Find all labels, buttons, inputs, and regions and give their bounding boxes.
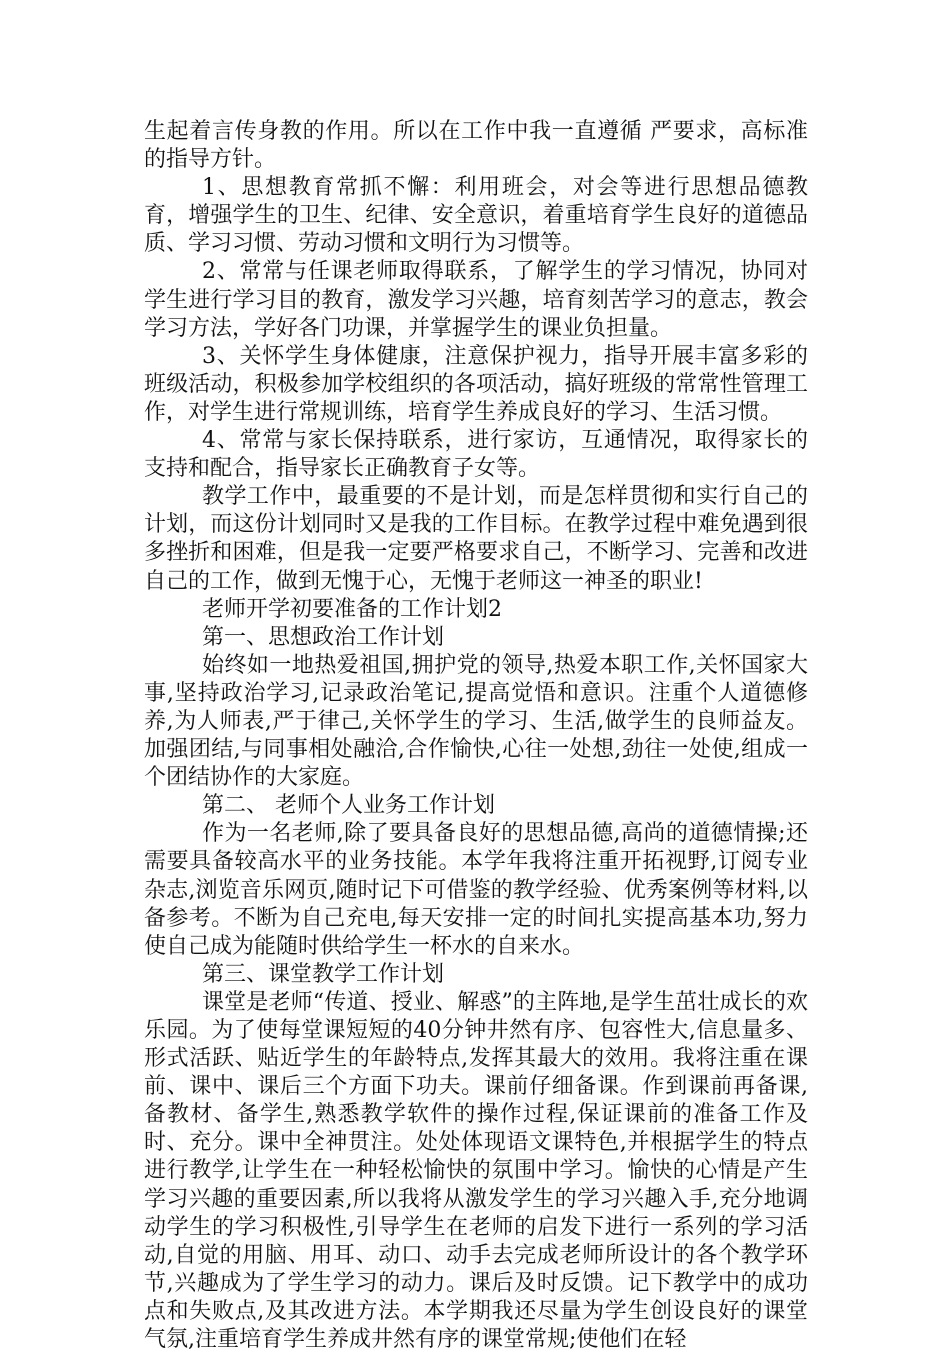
subsection-heading-2: 第二、 老师个人业务工作计划 (202, 793, 495, 819)
paragraph-item-3: 3、关怀学生身体健康，注意保护视力，指导开展丰富多彩的班级活动，积极参加学校组织的各项活动，搞好班级的常常性管理工作，对学生进行常规训练，培育学生养成良好的学习、生活习惯。 (144, 343, 808, 425)
subsection-heading-1: 第一、思想政治工作计划 (202, 624, 445, 650)
document-page (144, 118, 808, 1354)
paragraph-item-1: 1、思想教育常抓不懈：利用班会，对会等进行思想品德教育，增强学生的卫生、纪律、安全意识，着重培育学生良好的道德品质、学习习惯、劳动习惯和文明行为习惯等。 (144, 175, 808, 257)
subsection-heading-3: 第三、课堂教学工作计划 (202, 961, 445, 987)
paragraph-political-work: 始终如一地热爱祖国,拥护党的领导,热爱本职工作,关怀国家大事,坚持政治学习,记录政治笔记,提高觉悟和意识。注重个人道德修养,为人师表,严于律己,关怀学生的学习、生活,做学生的良师益友。加强团结,与同事相处融洽,合作愉快,心往一处想,劲往一处使,组成一个团结协作的大家庭。 (144, 652, 808, 791)
paragraph-teaching-summary: 教学工作中，最重要的不是计划，而是怎样贯彻和实行自己的计划，而这份计划同时又是我的工作目标。在教学过程中难免遇到很多挫折和困难，但是我一定要严格要求自己，不断学习、完善和改进自己的工作，做到无愧于心，无愧于老师这一神圣的职业! (144, 484, 808, 594)
paragraph-continuation: 生起着言传身教的作用。所以在工作中我一直遵循 严要求，高标准的指导方针。 (144, 119, 808, 173)
section-title: 老师开学初要准备的工作计划2 (202, 596, 502, 622)
paragraph-business-work: 作为一名老师,除了要具备良好的思想品德,高尚的道德情操;还需要具备较高水平的业务技能。本学年我将注重开拓视野,订阅专业杂志,浏览音乐网页,随时记下可借鉴的教学经验、优秀案例等材料,以备参考。不断为自己充电,每天安排一定的时间扎实提高基本功,努力使自己成为能随时供给学生一杯水的自来水。 (144, 821, 808, 959)
paragraph-classroom-teaching: 课堂是老师“传道、授业、解惑”的主阵地,是学生茁壮成长的欢乐园。为了使每堂课短短的40分钟井然有序、包容性大,信息量多、形式活跃、贴近学生的年龄特点,发挥其最大的效用。我将注重在课前、课中、课后三个方面下功夫。课前仔细备课。作到课前再备课,备教材、备学生,熟悉教学软件的操作过程,保证课前的准备工作及时、充分。课中全神贯注。处处体现语文课特色,并根据学生的特点进行教学,让学生在一种轻松愉快的氛围中学习。愉快的心情是产生学习兴趣的重要因素,所以我将从激发学生的学习兴趣入手,充分地调动学生的学习积极性,引导学生在老师的启发下进行一系列的学习活动,自觉的用脑、用耳、动口、动手去完成老师所设计的各个教学环节,兴趣成为了学生学习的动力。课后及时反馈。记下教学中的成功点和失败点,及其改进方法。本学期我还尽量为学生创设良好的课堂气氛,注重培育学生养成井然有序的课堂常规;使他们在轻 (144, 989, 808, 1353)
paragraph-item-2: 2、常常与任课老师取得联系，了解学生的学习情况，协同对学生进行学习目的教育，激发学习兴趣，培育刻苦学习的意志，教会学习方法，学好各门功课，并掌握学生的课业负担量。 (144, 259, 808, 341)
paragraph-item-4: 4、常常与家长保持联系，进行家访，互通情况，取得家长的支持和配合，指导家长正确教育子女等。 (144, 428, 808, 482)
